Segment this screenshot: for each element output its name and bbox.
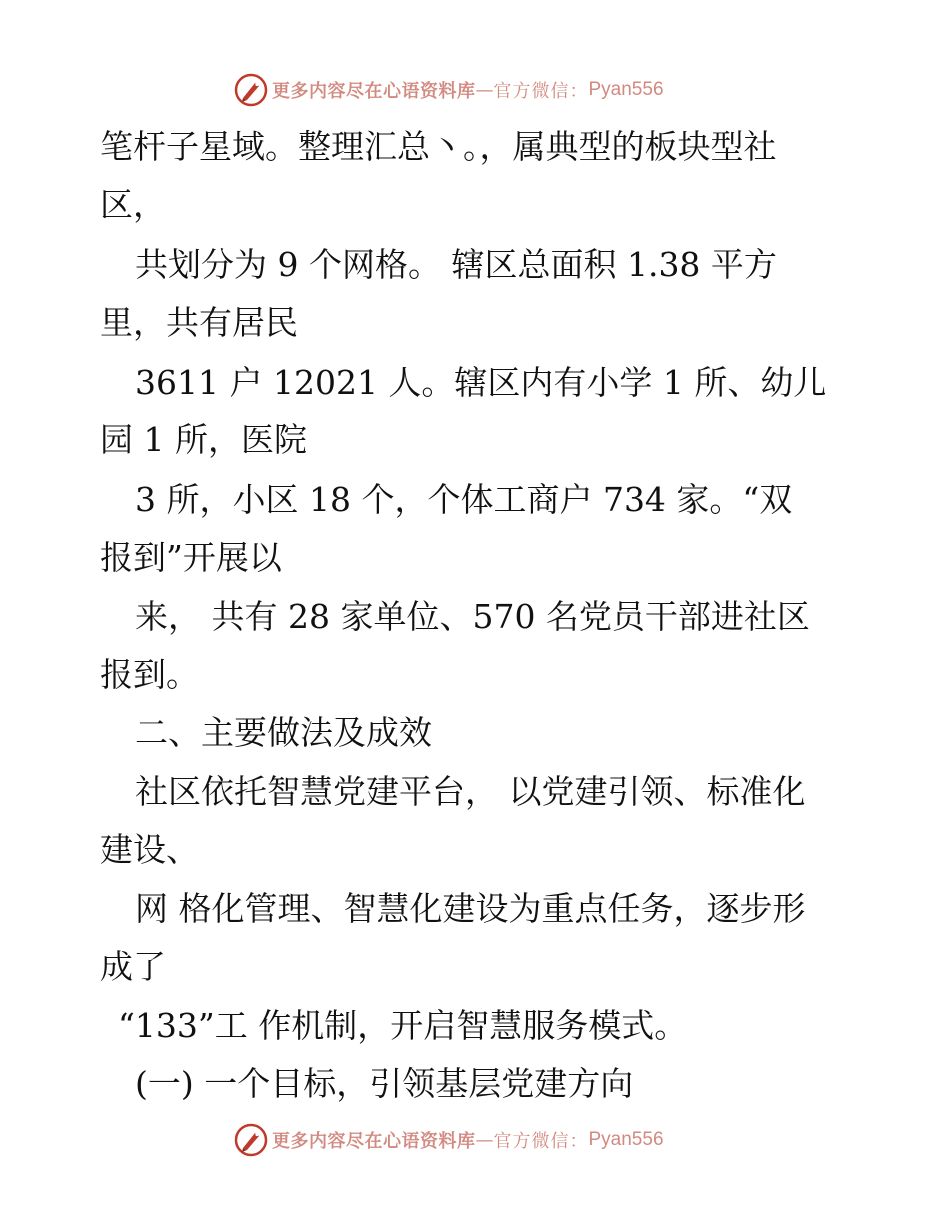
paragraph-line: 共划分为 9 个网格。 辖区总面积 1.38 平方 — [135, 245, 777, 284]
subsection-heading: (一) 一个目标，引领基层党建方向 — [135, 1064, 634, 1103]
paragraph-line: 报到”开展以 — [100, 538, 282, 577]
paragraph-line: 3611 户 12021 人。辖区内有小学 1 所、幼儿 — [135, 363, 827, 402]
paragraph-line: 里，共有居民 — [100, 303, 298, 342]
footer-banner — [234, 1122, 664, 1158]
banner-title: 更多内容尽在心语资料库 — [272, 81, 476, 102]
banner-wechat-id: Pyan556 — [588, 79, 664, 100]
banner-title: 更多内容尽在心语资料库 — [272, 1131, 476, 1152]
paragraph-line: 网 格化管理、智慧化建设为重点任务，逐步形 — [135, 889, 806, 928]
banner-wechat-label: 官方微信： — [493, 1131, 589, 1152]
paragraph-line: 报到。 — [100, 655, 199, 694]
paragraph-line: 笔杆子星域。整理汇总丶。，属典型的板块型社 — [100, 127, 777, 166]
pen-logo-icon — [234, 73, 268, 107]
paragraph-line: 成了 — [100, 947, 166, 986]
paragraph-line: 3 所，小区 18 个，个体工商户 734 家。“双 — [135, 480, 793, 519]
banner-wechat-id: Pyan556 — [588, 1129, 664, 1150]
banner-separator: — — [475, 79, 494, 101]
paragraph-line: 来， 共有 28 家单位、570 名党员干部进社区 — [135, 597, 810, 636]
paragraph-line: 园 1 所，医院 — [100, 420, 307, 459]
banner-separator: — — [475, 1129, 494, 1151]
paragraph-line: 区， — [100, 185, 166, 224]
paragraph-line: “133”工 作机制，开启智慧服务模式。 — [118, 1006, 688, 1045]
paragraph-line: 建设、 — [100, 830, 199, 869]
banner-wechat-label: 官方微信： — [493, 81, 589, 102]
pen-logo-icon — [234, 1123, 268, 1157]
header-banner — [234, 72, 664, 108]
section-heading: 二、主要做法及成效 — [135, 713, 432, 752]
paragraph-line: 社区依托智慧党建平台， 以党建引领、标准化 — [135, 772, 806, 811]
